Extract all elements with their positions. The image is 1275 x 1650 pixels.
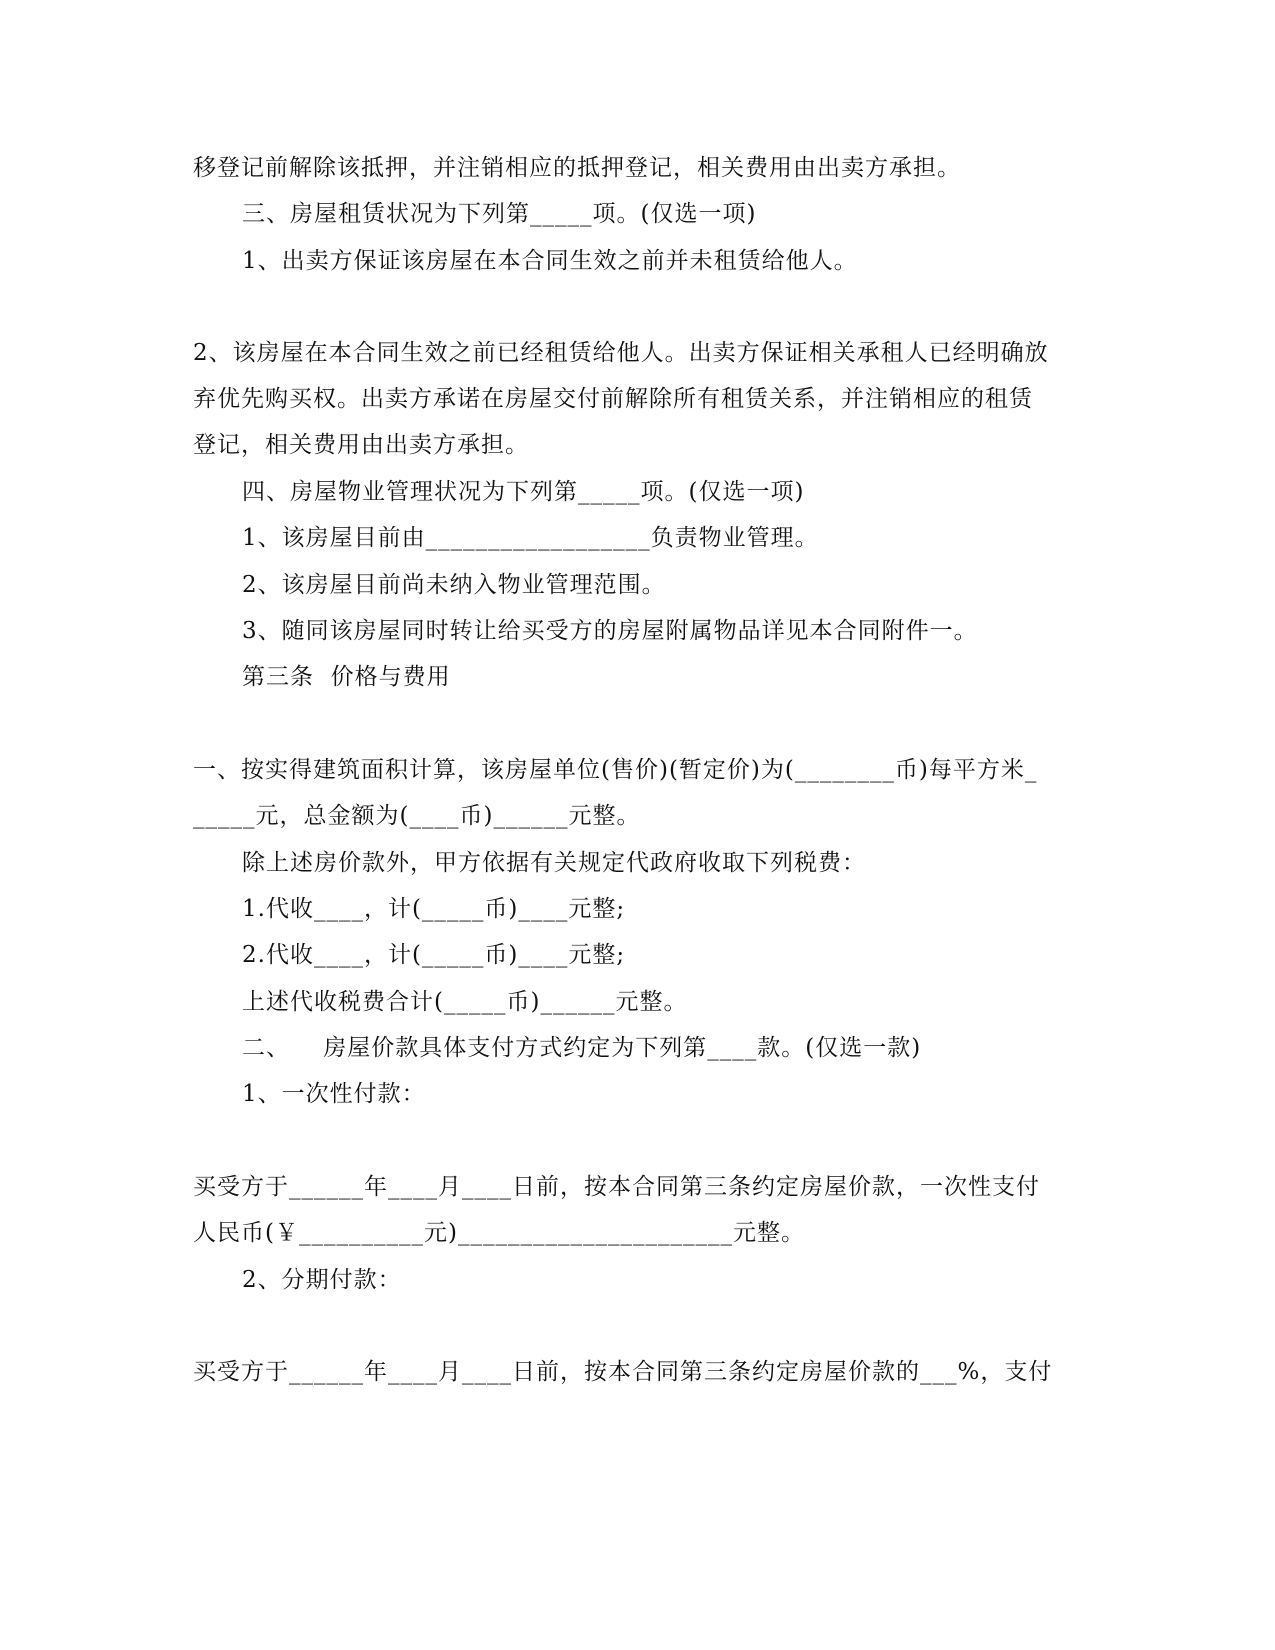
text-line: 1、该房屋目前由__________________负责物业管理。 [242,525,819,551]
section-heading: 四、房屋物业管理状况为下列第_____项。(仅选一项) [242,479,805,505]
text-line: 1.代收____，计(_____币)____元整; [242,896,626,922]
text-line: 除上述房价款外，甲方依据有关规定代政府收取下列税费： [242,850,866,876]
text-line: 1、出卖方保证该房屋在本合同生效之前并未租赁给他人。 [242,248,858,274]
text-line: 2、该房屋目前尚未纳入物业管理范围。 [242,572,666,598]
text-line: 2、分期付款： [242,1267,402,1293]
text-line: 上述代收税费合计(_____币)______元整。 [242,989,688,1015]
text-line: 移登记前解除该抵押，并注销相应的抵押登记，相关费用由出卖方承担。 [193,155,961,181]
text-line: 买受方于______年____月____日前，按本合同第三条约定房屋价款，一次性支付 [193,1174,1040,1200]
text-line: 2.代收____，计(_____币)____元整; [242,942,626,968]
text-line: 1、一次性付款： [242,1081,426,1107]
text-line: 一、按实得建筑面积计算，该房屋单位(售价)(暂定价)为(________币)每平方米_ [193,757,1038,783]
text-line: 2、该房屋在本合同生效之前已经租赁给他人。出卖方保证相关承租人已经明确放 [193,340,1049,366]
text-line: 人民币(￥__________元)______________________元整。 [193,1220,805,1246]
section-heading: 二、 房屋价款具体支付方式约定为下列第____款。(仅选一款) [242,1035,922,1061]
text-line: 买受方于______年____月____日前，按本合同第三条约定房屋价款的___%，支付 [193,1359,1053,1385]
article-heading: 第三条 价格与费用 [242,664,451,690]
text-line: 弃优先购买权。出卖方承诺在房屋交付前解除所有租赁关系，并注销相应的租赁 [193,386,1033,412]
text-line: 登记，相关费用由出卖方承担。 [193,432,529,458]
text-line: _____元，总金额为(____币)______元整。 [193,803,641,829]
text-line: 3、随同该房屋同时转让给买受方的房屋附属物品详见本合同附件一。 [242,618,978,644]
section-heading: 三、房屋租赁状况为下列第_____项。(仅选一项) [242,201,757,227]
